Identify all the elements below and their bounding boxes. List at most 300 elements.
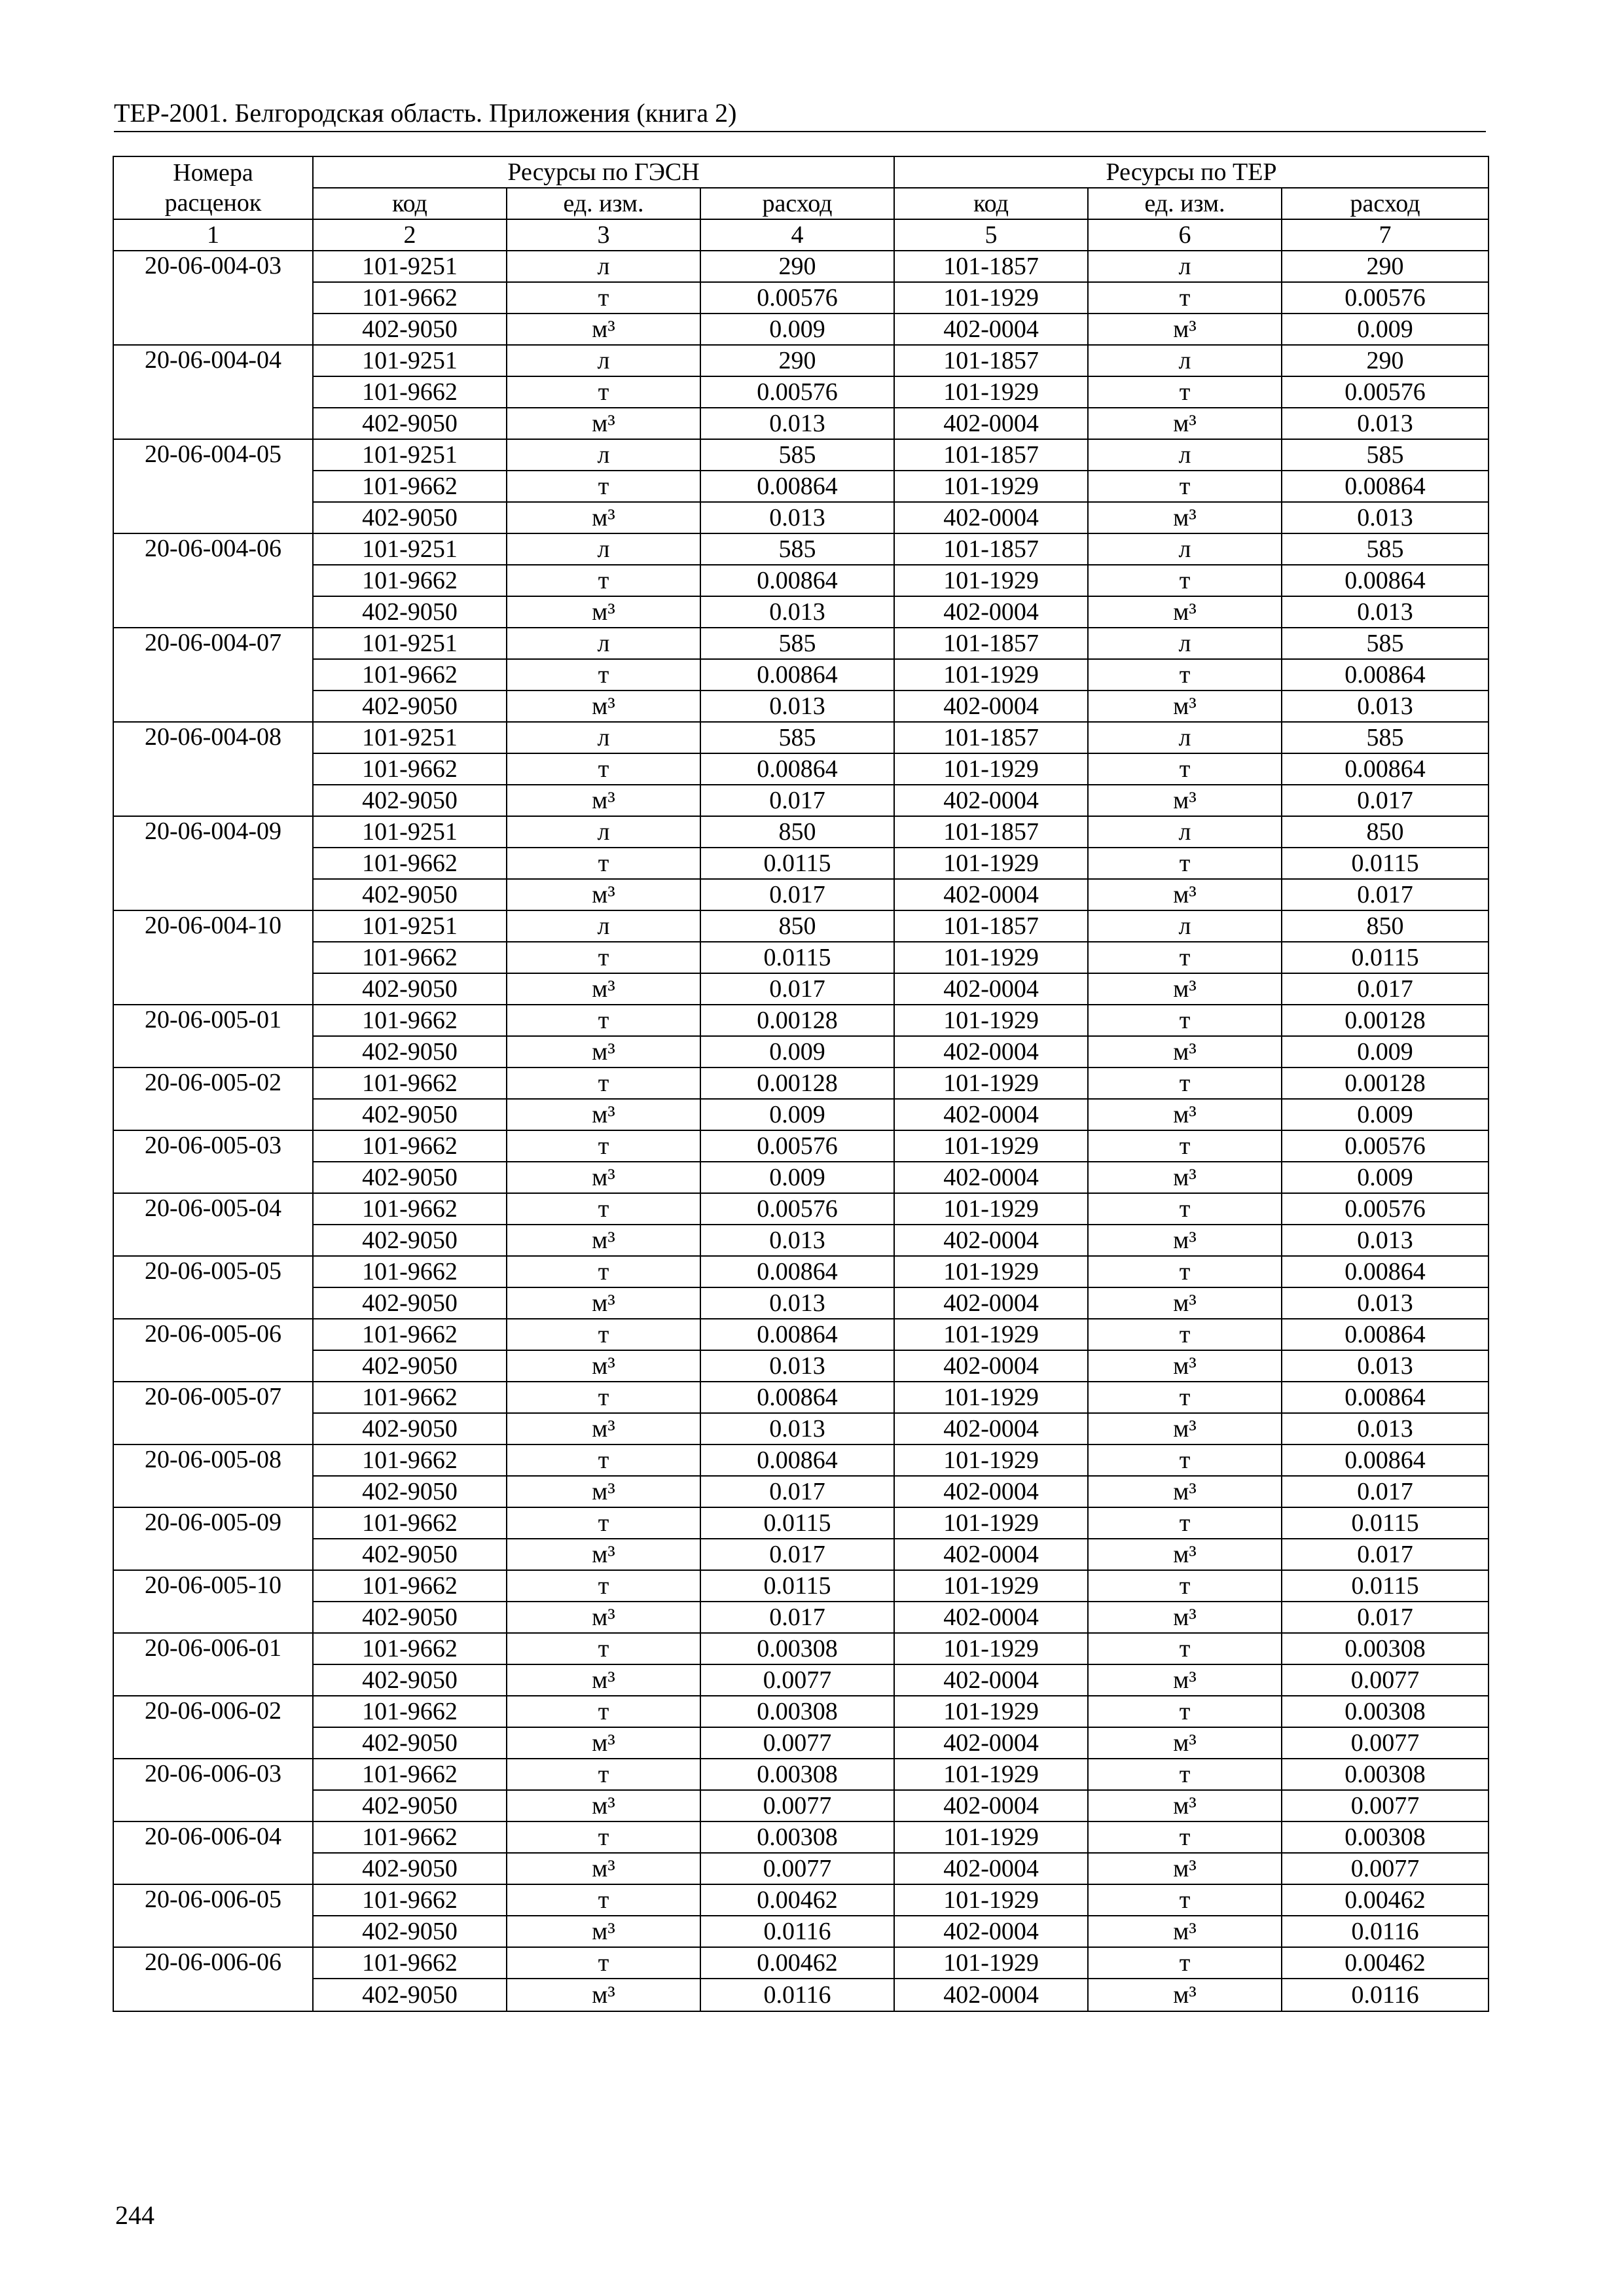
ter-unit-cell: м³	[1088, 1162, 1282, 1193]
table-row	[113, 314, 1489, 345]
ter-amount-cell: 0.0115	[1282, 1570, 1489, 1602]
gesn-amount-cell: 0.00462	[700, 1947, 894, 1979]
ter-code-cell: 101-1857	[894, 628, 1088, 659]
gesn-code-cell: 101-9662	[313, 1570, 507, 1602]
ter-amount-cell: 0.0116	[1282, 1979, 1489, 2011]
gesn-code-cell: 101-9251	[313, 910, 507, 942]
gesn-amount-cell: 0.017	[700, 879, 894, 910]
gesn-amount-cell: 850	[700, 910, 894, 942]
ter-unit-cell: м³	[1088, 314, 1282, 345]
ter-amount-cell: 0.013	[1282, 1225, 1489, 1256]
gesn-amount-cell: 0.013	[700, 1287, 894, 1319]
gesn-amount-cell: 0.0115	[700, 848, 894, 879]
gesn-unit-cell: м³	[507, 314, 700, 345]
gesn-code-cell: 402-9050	[313, 1539, 507, 1570]
ter-amount-cell: 0.0077	[1282, 1664, 1489, 1696]
table-row	[113, 1696, 1489, 1727]
ter-code-cell: 101-1929	[894, 1382, 1088, 1413]
gesn-amount-cell: 290	[700, 251, 894, 282]
ter-unit-cell: т	[1088, 1130, 1282, 1162]
ter-unit-cell: л	[1088, 439, 1282, 471]
ter-amount-cell: 0.00128	[1282, 1005, 1489, 1036]
rate-number-cell: 20-06-005-10	[113, 1570, 313, 1633]
ter-amount-cell: 0.00864	[1282, 1256, 1489, 1287]
gesn-amount-cell: 0.009	[700, 314, 894, 345]
ter-unit-cell: л	[1088, 628, 1282, 659]
table-body	[113, 251, 1489, 2011]
gesn-code-cell: 101-9662	[313, 1193, 507, 1225]
ter-amount-cell: 0.00128	[1282, 1067, 1489, 1099]
gesn-code-cell: 101-9662	[313, 1507, 507, 1539]
table-row	[113, 1162, 1489, 1193]
gesn-amount-cell: 0.00864	[700, 1256, 894, 1287]
gesn-amount-cell: 0.013	[700, 1413, 894, 1444]
ter-code-cell: 402-0004	[894, 1602, 1088, 1633]
ter-unit-cell: м³	[1088, 1225, 1282, 1256]
gesn-code-cell: 101-9662	[313, 471, 507, 502]
ter-amount-cell: 0.0077	[1282, 1727, 1489, 1759]
ter-code-cell: 402-0004	[894, 1853, 1088, 1884]
gesn-amount-cell: 0.0077	[700, 1853, 894, 1884]
table-row	[113, 1350, 1489, 1382]
ter-amount-cell: 0.00864	[1282, 753, 1489, 785]
gesn-amount-cell: 0.017	[700, 973, 894, 1005]
gesn-amount-cell: 0.00864	[700, 753, 894, 785]
gesn-unit-cell: м³	[507, 1853, 700, 1884]
gesn-code-cell: 101-9662	[313, 1821, 507, 1853]
ter-code-cell: 101-1929	[894, 1696, 1088, 1727]
ter-amount-cell: 585	[1282, 722, 1489, 753]
ter-amount-cell: 0.00308	[1282, 1759, 1489, 1790]
ter-amount-cell: 0.00308	[1282, 1821, 1489, 1853]
rate-number-cell: 20-06-005-01	[113, 1005, 313, 1067]
ter-code-cell: 101-1929	[894, 1570, 1088, 1602]
ter-unit-cell: м³	[1088, 1790, 1282, 1821]
ter-unit-cell: т	[1088, 565, 1282, 596]
gesn-unit-cell: л	[507, 628, 700, 659]
gesn-amount-cell: 585	[700, 439, 894, 471]
ter-amount-cell: 0.009	[1282, 314, 1489, 345]
table-row	[113, 1570, 1489, 1602]
gesn-code-cell: 101-9251	[313, 345, 507, 376]
gesn-unit-cell: м³	[507, 879, 700, 910]
table-row	[113, 1759, 1489, 1790]
gesn-code-cell: 101-9662	[313, 376, 507, 408]
gesn-code-cell: 101-9662	[313, 942, 507, 973]
ter-amount-cell: 0.017	[1282, 1476, 1489, 1507]
gesn-unit-cell: т	[507, 565, 700, 596]
gesn-unit-cell: т	[507, 753, 700, 785]
gesn-code-cell: 101-9251	[313, 439, 507, 471]
gesn-code-cell: 101-9662	[313, 565, 507, 596]
gesn-unit-cell: м³	[507, 1727, 700, 1759]
resources-table	[113, 156, 1489, 2012]
gesn-code-cell: 101-9662	[313, 1696, 507, 1727]
gesn-unit-cell: т	[507, 1821, 700, 1853]
ter-unit-cell: т	[1088, 848, 1282, 879]
gesn-amount-cell: 290	[700, 345, 894, 376]
gesn-amount-cell: 0.00864	[700, 1382, 894, 1413]
header-ter: Ресурсы по ТЕР	[894, 156, 1489, 188]
gesn-code-cell: 101-9662	[313, 1947, 507, 1979]
gesn-amount-cell: 0.00864	[700, 565, 894, 596]
ter-unit-cell: т	[1088, 1759, 1282, 1790]
ter-amount-cell: 0.00308	[1282, 1633, 1489, 1664]
gesn-unit-cell: м³	[507, 1602, 700, 1633]
rate-number-cell: 20-06-005-07	[113, 1382, 313, 1444]
gesn-unit-cell: м³	[507, 1099, 700, 1130]
ter-amount-cell: 290	[1282, 345, 1489, 376]
gesn-amount-cell: 0.0116	[700, 1916, 894, 1947]
ter-unit-cell: м³	[1088, 502, 1282, 533]
gesn-code-cell: 101-9662	[313, 1319, 507, 1350]
table-row	[113, 282, 1489, 314]
column-number: 4	[700, 219, 894, 251]
ter-amount-cell: 0.017	[1282, 973, 1489, 1005]
subheader-ter-unit: ед. изм.	[1088, 188, 1282, 219]
gesn-unit-cell: л	[507, 533, 700, 565]
ter-amount-cell: 0.0115	[1282, 848, 1489, 879]
rate-number-cell: 20-06-005-03	[113, 1130, 313, 1193]
ter-unit-cell: т	[1088, 1256, 1282, 1287]
gesn-code-cell: 101-9662	[313, 1759, 507, 1790]
ter-amount-cell: 0.017	[1282, 1602, 1489, 1633]
gesn-code-cell: 101-9662	[313, 1884, 507, 1916]
gesn-code-cell: 402-9050	[313, 1036, 507, 1067]
rate-number-cell: 20-06-005-09	[113, 1507, 313, 1570]
gesn-amount-cell: 0.00308	[700, 1821, 894, 1853]
gesn-unit-cell: т	[507, 1130, 700, 1162]
gesn-unit-cell: м³	[507, 1916, 700, 1947]
table-row	[113, 471, 1489, 502]
ter-code-cell: 402-0004	[894, 1350, 1088, 1382]
ter-code-cell: 402-0004	[894, 1790, 1088, 1821]
table-row	[113, 1256, 1489, 1287]
ter-code-cell: 101-1929	[894, 471, 1088, 502]
gesn-code-cell: 402-9050	[313, 691, 507, 722]
ter-unit-cell: т	[1088, 1382, 1282, 1413]
rate-number-cell: 20-06-004-05	[113, 439, 313, 533]
column-number: 1	[113, 219, 313, 251]
ter-amount-cell: 0.00864	[1282, 565, 1489, 596]
ter-code-cell: 402-0004	[894, 973, 1088, 1005]
ter-code-cell: 101-1929	[894, 1507, 1088, 1539]
gesn-code-cell: 402-9050	[313, 502, 507, 533]
table-row	[113, 1633, 1489, 1664]
table-row	[113, 1193, 1489, 1225]
gesn-code-cell: 402-9050	[313, 1225, 507, 1256]
column-number: 7	[1282, 219, 1489, 251]
gesn-amount-cell: 0.013	[700, 596, 894, 628]
gesn-code-cell: 402-9050	[313, 408, 507, 439]
gesn-code-cell: 101-9662	[313, 1633, 507, 1664]
table-row	[113, 753, 1489, 785]
rate-number-cell: 20-06-005-04	[113, 1193, 313, 1256]
ter-amount-cell: 0.00864	[1282, 1319, 1489, 1350]
column-number: 5	[894, 219, 1088, 251]
ter-unit-cell: м³	[1088, 1099, 1282, 1130]
table-row	[113, 879, 1489, 910]
gesn-unit-cell: т	[507, 848, 700, 879]
gesn-unit-cell: т	[507, 1005, 700, 1036]
ter-amount-cell: 0.00462	[1282, 1947, 1489, 1979]
gesn-code-cell: 402-9050	[313, 879, 507, 910]
table-row	[113, 1947, 1489, 1979]
ter-unit-cell: м³	[1088, 596, 1282, 628]
rate-number-cell: 20-06-005-02	[113, 1067, 313, 1130]
subheader-gesn-amount: расход	[700, 188, 894, 219]
gesn-code-cell: 402-9050	[313, 1790, 507, 1821]
ter-amount-cell: 0.00576	[1282, 282, 1489, 314]
table-row	[113, 1853, 1489, 1884]
table-row	[113, 848, 1489, 879]
gesn-code-cell: 101-9662	[313, 753, 507, 785]
table-row	[113, 251, 1489, 282]
ter-amount-cell: 290	[1282, 251, 1489, 282]
gesn-unit-cell: т	[507, 282, 700, 314]
gesn-code-cell: 402-9050	[313, 1287, 507, 1319]
rate-number-cell: 20-06-004-06	[113, 533, 313, 628]
ter-code-cell: 101-1857	[894, 816, 1088, 848]
table-row	[113, 345, 1489, 376]
gesn-code-cell: 101-9251	[313, 251, 507, 282]
table-row	[113, 1067, 1489, 1099]
ter-amount-cell: 0.009	[1282, 1036, 1489, 1067]
ter-unit-cell: т	[1088, 1067, 1282, 1099]
ter-code-cell: 101-1929	[894, 1759, 1088, 1790]
table-row	[113, 1225, 1489, 1256]
ter-unit-cell: т	[1088, 1005, 1282, 1036]
gesn-amount-cell: 0.0115	[700, 942, 894, 973]
gesn-unit-cell: м³	[507, 1413, 700, 1444]
gesn-code-cell: 101-9662	[313, 1130, 507, 1162]
ter-unit-cell: т	[1088, 376, 1282, 408]
rate-number-cell: 20-06-006-01	[113, 1633, 313, 1696]
gesn-amount-cell: 0.013	[700, 691, 894, 722]
table-row	[113, 439, 1489, 471]
rate-number-cell: 20-06-005-08	[113, 1444, 313, 1507]
gesn-unit-cell: м³	[507, 1979, 700, 2011]
ter-code-cell: 402-0004	[894, 408, 1088, 439]
gesn-unit-cell: м³	[507, 691, 700, 722]
table-row	[113, 1130, 1489, 1162]
gesn-amount-cell: 0.0115	[700, 1570, 894, 1602]
rate-number-cell: 20-06-004-04	[113, 345, 313, 439]
ter-code-cell: 402-0004	[894, 1664, 1088, 1696]
gesn-code-cell: 402-9050	[313, 1853, 507, 1884]
ter-unit-cell: т	[1088, 1507, 1282, 1539]
ter-unit-cell: л	[1088, 816, 1282, 848]
gesn-amount-cell: 0.009	[700, 1099, 894, 1130]
gesn-code-cell: 402-9050	[313, 973, 507, 1005]
header-gesn: Ресурсы по ГЭСН	[313, 156, 894, 188]
ter-amount-cell: 0.009	[1282, 1099, 1489, 1130]
ter-code-cell: 402-0004	[894, 1916, 1088, 1947]
ter-amount-cell: 0.0077	[1282, 1853, 1489, 1884]
ter-amount-cell: 0.00864	[1282, 471, 1489, 502]
ter-unit-cell: м³	[1088, 1036, 1282, 1067]
gesn-amount-cell: 0.0115	[700, 1507, 894, 1539]
ter-unit-cell: т	[1088, 1319, 1282, 1350]
gesn-code-cell: 402-9050	[313, 1413, 507, 1444]
table-row	[113, 502, 1489, 533]
gesn-unit-cell: т	[507, 1507, 700, 1539]
ter-unit-cell: м³	[1088, 691, 1282, 722]
ter-code-cell: 101-1929	[894, 1256, 1088, 1287]
gesn-unit-cell: м³	[507, 785, 700, 816]
ter-amount-cell: 585	[1282, 628, 1489, 659]
ter-code-cell: 101-1929	[894, 1947, 1088, 1979]
gesn-unit-cell: м³	[507, 1287, 700, 1319]
table-row	[113, 628, 1489, 659]
gesn-amount-cell: 0.009	[700, 1036, 894, 1067]
table-row	[113, 722, 1489, 753]
ter-unit-cell: м³	[1088, 785, 1282, 816]
gesn-amount-cell: 0.013	[700, 502, 894, 533]
ter-unit-cell: т	[1088, 471, 1282, 502]
gesn-code-cell: 402-9050	[313, 1664, 507, 1696]
table-row	[113, 1507, 1489, 1539]
ter-code-cell: 402-0004	[894, 314, 1088, 345]
ter-amount-cell: 0.00864	[1282, 1444, 1489, 1476]
ter-amount-cell: 0.013	[1282, 502, 1489, 533]
ter-code-cell: 101-1929	[894, 1319, 1088, 1350]
gesn-amount-cell: 0.00864	[700, 471, 894, 502]
ter-code-cell: 101-1929	[894, 848, 1088, 879]
gesn-amount-cell: 0.0077	[700, 1790, 894, 1821]
gesn-unit-cell: т	[507, 659, 700, 691]
ter-code-cell: 101-1929	[894, 376, 1088, 408]
ter-unit-cell: м³	[1088, 1853, 1282, 1884]
gesn-unit-cell: м³	[507, 596, 700, 628]
table-row	[113, 1884, 1489, 1916]
gesn-amount-cell: 0.00864	[700, 659, 894, 691]
rate-number-cell: 20-06-004-10	[113, 910, 313, 1005]
ter-unit-cell: т	[1088, 1193, 1282, 1225]
gesn-amount-cell: 0.00576	[700, 1130, 894, 1162]
gesn-unit-cell: м³	[507, 1225, 700, 1256]
gesn-unit-cell: м³	[507, 1036, 700, 1067]
gesn-code-cell: 101-9251	[313, 533, 507, 565]
gesn-code-cell: 101-9662	[313, 282, 507, 314]
gesn-code-cell: 402-9050	[313, 1476, 507, 1507]
ter-amount-cell: 0.0115	[1282, 1507, 1489, 1539]
table-row	[113, 1664, 1489, 1696]
ter-amount-cell: 0.00576	[1282, 1130, 1489, 1162]
gesn-code-cell: 101-9662	[313, 659, 507, 691]
gesn-unit-cell: л	[507, 910, 700, 942]
gesn-unit-cell: т	[507, 1256, 700, 1287]
gesn-amount-cell: 0.017	[700, 1539, 894, 1570]
ter-unit-cell: м³	[1088, 1413, 1282, 1444]
table-row	[113, 1319, 1489, 1350]
gesn-amount-cell: 0.00864	[700, 1319, 894, 1350]
gesn-amount-cell: 0.0077	[700, 1727, 894, 1759]
header-number-label: Номера расценок	[164, 159, 262, 217]
gesn-unit-cell: м³	[507, 1664, 700, 1696]
ter-amount-cell: 0.0115	[1282, 942, 1489, 973]
gesn-code-cell: 402-9050	[313, 1099, 507, 1130]
ter-unit-cell: т	[1088, 1821, 1282, 1853]
ter-amount-cell: 0.013	[1282, 1413, 1489, 1444]
table-row	[113, 1916, 1489, 1947]
table-row	[113, 1036, 1489, 1067]
column-number: 3	[507, 219, 700, 251]
gesn-amount-cell: 585	[700, 722, 894, 753]
ter-unit-cell: л	[1088, 910, 1282, 942]
gesn-amount-cell: 0.00128	[700, 1005, 894, 1036]
gesn-unit-cell: т	[507, 1633, 700, 1664]
ter-unit-cell: л	[1088, 533, 1282, 565]
gesn-amount-cell: 0.0077	[700, 1664, 894, 1696]
gesn-code-cell: 101-9251	[313, 628, 507, 659]
gesn-unit-cell: м³	[507, 408, 700, 439]
rate-number-cell: 20-06-004-08	[113, 722, 313, 816]
ter-code-cell: 101-1929	[894, 1067, 1088, 1099]
ter-code-cell: 402-0004	[894, 1413, 1088, 1444]
gesn-code-cell: 101-9662	[313, 1067, 507, 1099]
table-row	[113, 910, 1489, 942]
gesn-amount-cell: 585	[700, 533, 894, 565]
table-row	[113, 376, 1489, 408]
ter-unit-cell: л	[1088, 722, 1282, 753]
ter-amount-cell: 0.013	[1282, 408, 1489, 439]
table-row	[113, 1099, 1489, 1130]
gesn-unit-cell: т	[507, 1193, 700, 1225]
gesn-unit-cell: л	[507, 251, 700, 282]
subheader-gesn-unit: ед. изм.	[507, 188, 700, 219]
ter-code-cell: 402-0004	[894, 502, 1088, 533]
ter-unit-cell: т	[1088, 1947, 1282, 1979]
ter-code-cell: 402-0004	[894, 1162, 1088, 1193]
gesn-code-cell: 402-9050	[313, 596, 507, 628]
gesn-amount-cell: 0.00576	[700, 1193, 894, 1225]
gesn-unit-cell: т	[507, 1696, 700, 1727]
ter-code-cell: 402-0004	[894, 785, 1088, 816]
table-row	[113, 659, 1489, 691]
table-row	[113, 1539, 1489, 1570]
ter-code-cell: 402-0004	[894, 879, 1088, 910]
gesn-unit-cell: т	[507, 1947, 700, 1979]
gesn-unit-cell: л	[507, 722, 700, 753]
subheader-gesn-code: код	[313, 188, 507, 219]
ter-unit-cell: т	[1088, 753, 1282, 785]
ter-code-cell: 402-0004	[894, 1225, 1088, 1256]
table-row	[113, 1790, 1489, 1821]
gesn-code-cell: 101-9662	[313, 848, 507, 879]
ter-code-cell: 402-0004	[894, 1979, 1088, 2011]
table-row	[113, 1821, 1489, 1853]
gesn-code-cell: 402-9050	[313, 785, 507, 816]
gesn-amount-cell: 0.00576	[700, 376, 894, 408]
gesn-code-cell: 402-9050	[313, 1916, 507, 1947]
ter-amount-cell: 850	[1282, 910, 1489, 942]
rate-number-cell: 20-06-006-04	[113, 1821, 313, 1884]
gesn-amount-cell: 0.00308	[700, 1696, 894, 1727]
ter-unit-cell: м³	[1088, 1727, 1282, 1759]
table-row	[113, 1727, 1489, 1759]
ter-unit-cell: м³	[1088, 1287, 1282, 1319]
ter-unit-cell: м³	[1088, 1539, 1282, 1570]
table-row	[113, 1444, 1489, 1476]
ter-amount-cell: 0.00462	[1282, 1884, 1489, 1916]
ter-code-cell: 402-0004	[894, 1476, 1088, 1507]
gesn-unit-cell: л	[507, 816, 700, 848]
gesn-code-cell: 101-9251	[313, 722, 507, 753]
subheader-ter-code: код	[894, 188, 1088, 219]
ter-unit-cell: т	[1088, 1570, 1282, 1602]
gesn-unit-cell: м³	[507, 1790, 700, 1821]
